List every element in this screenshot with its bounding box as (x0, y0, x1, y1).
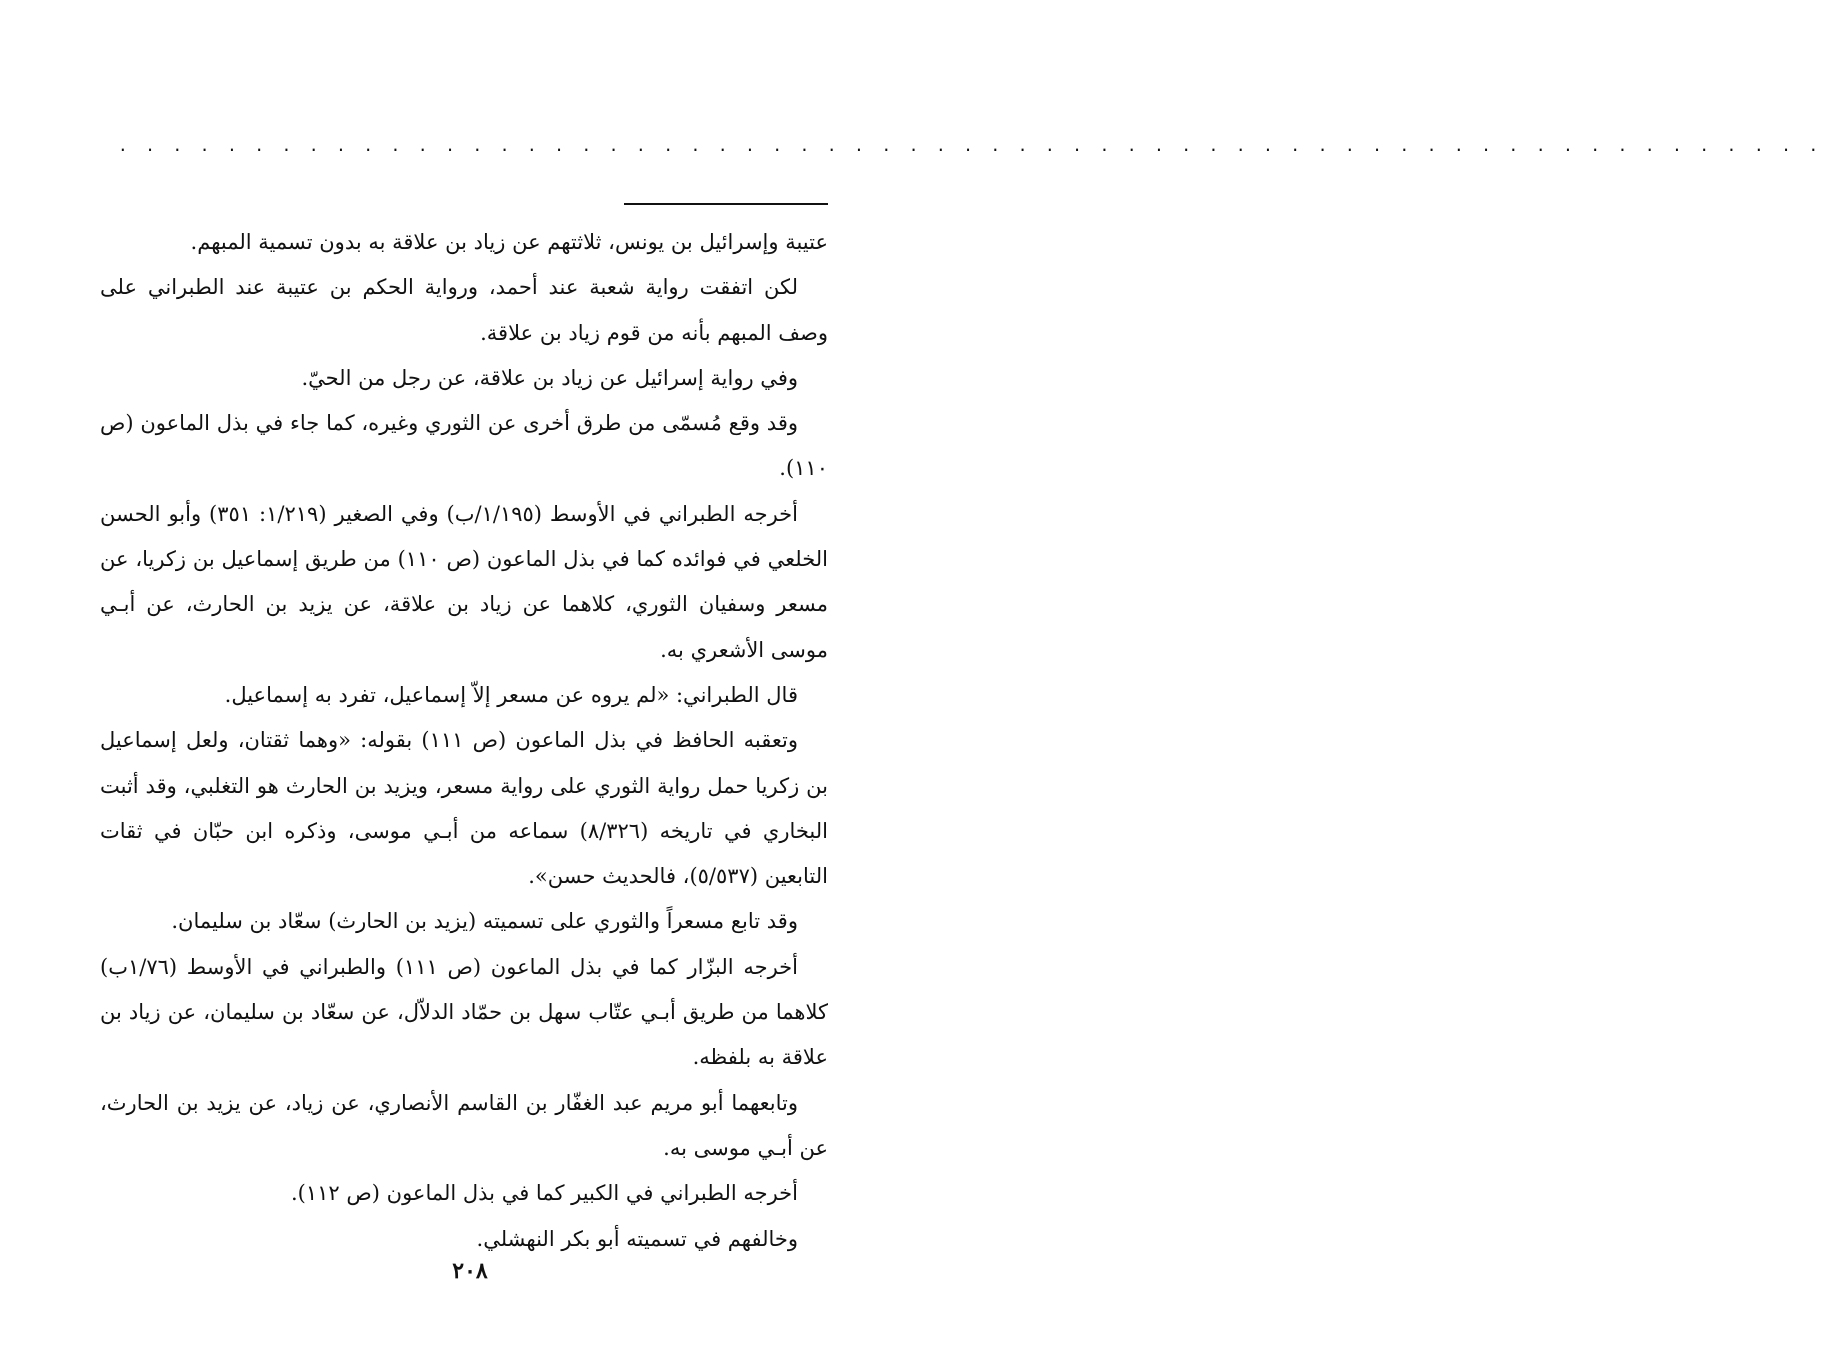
page-number: ٢٠٨ (452, 1258, 488, 1284)
paragraph-9: أخرجه البزّار كما في بذل الماعون (ص ١١١) والطبراني في الأوسط (١/٧٦ب) كلاهما من طريق أبـي عتّاب سهل بن حمّاد الدلاّل، عن سعّاد بن سليمان، عن زياد بن علاقة به بلفظه. (100, 954, 828, 1070)
paragraph-7: وتعقبه الحافظ في بذل الماعون (ص ١١١) بقوله: «وهما ثقتان، ولعل إسماعيل بن زكريا حمل رواية الثوري على رواية مسعر، ويزيد بن الحارث هو التغلبي، وقد أثبت البخاري في تاريخه (٨/٣٢٦) سماعه من أبـي موسى، وذكره ابن حبّان في ثقات التابعين (٥/٥٣٧)، فالحديث حسن». (100, 728, 828, 889)
ellipsis-separator: . . . . . . . . . . . . . . . . . . . . . . . . . . . . . . . . . . . . . . . . . . . . . . . . . . . . . . . . . . . . . . . (118, 136, 1822, 155)
paragraph-1: عتيبة وإسرائيل بن يونس، ثلاثتهم عن زياد بن علاقة به بدون تسمية المبهم. (190, 230, 828, 254)
paragraph-10: وتابعهما أبو مريم عبد الغفّار بن القاسم الأنصاري، عن زياد، عن يزيد بن الحارث، عن أبـي موسى به. (100, 1090, 828, 1160)
paragraph-11: أخرجه الطبراني في الكبير كما في بذل الماعون (ص ١١٢). (291, 1181, 798, 1206)
footnote-divider (624, 203, 828, 205)
paragraph-4: وقد وقع مُسمّى من طرق أخرى عن الثوري وغيره، كما جاء في بذل الماعون (ص ١١٠). (100, 411, 828, 481)
paragraph-8: وقد تابع مسعراً والثوري على تسميته (يزيد بن الحارث) سعّاد بن سليمان. (171, 909, 798, 934)
paragraph-2: لكن اتفقت رواية شعبة عند أحمد، ورواية الحكم بن عتيبة عند الطبراني على وصف المبهم بأنه من قوم زياد بن علاقة. (100, 275, 828, 345)
body-text (100, 220, 828, 1262)
paragraph-6: قال الطبراني: «لم يروه عن مسعر إلاّ إسماعيل، تفرد به إسماعيل. (224, 682, 798, 707)
paragraph-3: وفي رواية إسرائيل عن زياد بن علاقة، عن رجل من الحيّ. (301, 365, 798, 390)
paragraph-12: وخالفهم في تسميته أبو بكر النهشلي. (476, 1226, 798, 1251)
paragraph-5: أخرجه الطبراني في الأوسط (١/١٩٥/ب) وفي الصغير (١/٢١٩: ٣٥١) وأبو الحسن الخلعي في فوائده كما في بذل الماعون (ص ١١٠) من طريق إسماعيل بن زكريا، عن مسعر وسفيان الثوري، كلاهما عن زياد بن علاقة، عن يزيد بن الحارث، عن أبـي موسى الأشعري به. (100, 501, 828, 662)
